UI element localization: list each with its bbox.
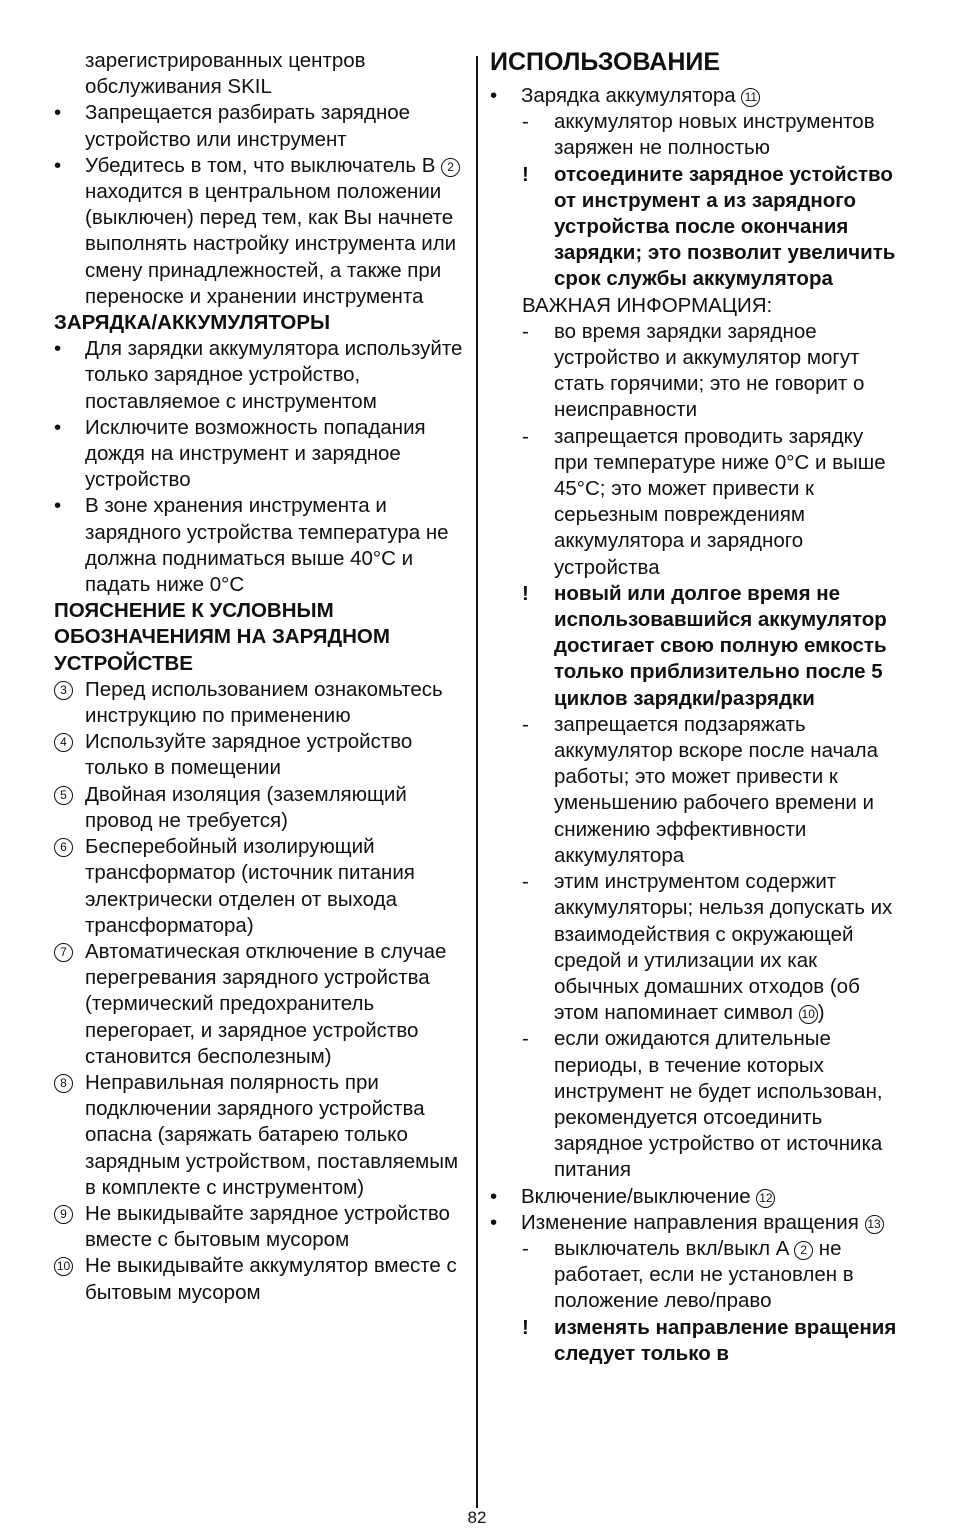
warning-icon: ! <box>522 1315 529 1339</box>
bullet-marker: • <box>490 1184 498 1208</box>
symbol-item: 3 Перед использованием ознакомьтесь инструкцию по применению <box>54 677 466 729</box>
ref-number-icon: 2 <box>794 1241 813 1260</box>
bullet-marker: • <box>54 153 62 177</box>
symbol-item: 8 Неправильная полярность при подключении зарядного устройства опасна (заряжать батарею только зарядным устройством, поставляемым в комплекте с инструментом) <box>54 1070 466 1201</box>
symbol-item: 4 Используйте зарядное устройство только в помещении <box>54 729 466 781</box>
right-column <box>490 48 902 1367</box>
section-heading-usage: ИСПОЛЬЗОВАНИЕ <box>490 48 721 76</box>
bullet-item: • Запрещается разбирать зарядное устройство или инструмент <box>54 101 411 151</box>
bullet-marker: • <box>54 337 62 361</box>
section-heading-symbols: ПОЯСНЕНИЕ К УСЛОВНЫМ ОБОЗНАЧЕНИЯМ НА ЗАРЯДНОМ УСТРОЙСТВЕ <box>54 599 390 675</box>
ref-number-icon: 12 <box>756 1189 775 1208</box>
dash-marker: - <box>522 319 529 343</box>
symbol-item: 6 Бесперебойный изолирующий трансформатор (источник питания электрически отделен от выхода трансформатора) <box>54 834 466 939</box>
intro-continuation: зарегистрированных центров обслуживания SKIL <box>85 49 366 99</box>
bullet-item: • Исключите возможность попадания дождя на инструмент и зарядное устройство <box>54 415 426 492</box>
bullet-item: • В зоне хранения инструмента и зарядного устройства температура не должна подниматься выше 40°C и падать ниже 0°C <box>54 494 449 597</box>
dash-item: - аккумулятор новых инструментов заряжен не полностью <box>522 110 875 160</box>
ref-number-icon: 11 <box>741 88 760 107</box>
warning-item: ! изменять направление вращения следует только в <box>522 1315 897 1365</box>
dash-item: - если ожидаются длительные периоды, в течение которых инструмент не будет использован, рекомендуется отсоединить зарядное устройство от источника питания <box>522 1027 883 1182</box>
symbol-number-icon: 5 <box>54 786 73 805</box>
ref-number-icon: 10 <box>799 1005 818 1024</box>
bullet-marker: • <box>490 84 498 107</box>
important-label: ВАЖНАЯ ИНФОРМАЦИЯ: <box>522 293 773 317</box>
dash-item-direction: - выключатель вкл/выкл A 2 не работает, если не установлен в положение лево/право <box>522 1236 854 1313</box>
ref-number-icon: 13 <box>865 1215 884 1234</box>
page-number: 82 <box>467 1508 487 1527</box>
symbol-number-icon: 8 <box>54 1074 73 1093</box>
dash-marker: - <box>522 424 529 448</box>
dash-marker: - <box>522 1236 529 1260</box>
bullet-item-direction: • Изменение направления вращения 13 <box>490 1210 902 1236</box>
dash-item: - запрещается подзаряжать аккумулятор вскоре после начала работы; это может привести к уменьшению рабочего времени и снижению эффективности аккумулятора <box>522 712 878 867</box>
section-heading-charging: ЗАРЯДКА/АККУМУЛЯТОРЫ <box>54 311 331 335</box>
dash-item-battery: - этим инструментом содержит аккумуляторы; нельзя допускать их взаимодействия с окружающей средой и утилизации их как обычных домашних отходов (об этом напоминает символ 10 ) <box>522 870 893 1025</box>
ref-number-icon: 2 <box>441 158 460 177</box>
dash-marker: - <box>522 110 529 134</box>
warning-icon: ! <box>522 581 529 605</box>
dash-marker: - <box>522 1027 529 1051</box>
bullet-item-charging: • Зарядка аккумулятора 11 <box>490 83 902 109</box>
symbol-number-icon: 7 <box>54 943 73 962</box>
dash-marker: - <box>522 870 529 894</box>
symbol-item: 5 Двойная изоляция (заземляющий провод не требуется) <box>54 782 466 834</box>
warning-item: ! отсоедините зарядное устойство от инструмент а из зарядного устройства после окончания зарядки; это позволит увеличить срок службы аккумулятора <box>522 162 896 291</box>
warning-item: ! новый или долгое время не использовавшийся аккумулятор достигает свою полную емкость только приблизительно после 5 циклов зарядки/разрядки <box>522 581 887 710</box>
dash-marker: - <box>522 712 529 736</box>
bullet-item-switch: • Убедитесь в том, что выключатель B 2 находится в центральном положении (выключен) перед тем, как Вы начнете выполнять настройку инструмента или смену принадлежностей, а также при переноске и хранении инструмента <box>54 153 466 310</box>
left-column <box>54 48 466 1306</box>
symbol-number-icon: 4 <box>54 733 73 752</box>
bullet-marker: • <box>54 494 62 518</box>
dash-item: - запрещается проводить зарядку при температуре ниже 0°C и выше 45°C; это может привести к серьезным повреждениям аккумулятора и зарядного устройства <box>522 424 886 579</box>
symbol-number-icon: 6 <box>54 838 73 857</box>
symbol-number-icon: 9 <box>54 1205 73 1224</box>
bullet-marker: • <box>54 101 62 125</box>
symbol-number-icon: 10 <box>54 1257 73 1276</box>
symbol-number-icon: 3 <box>54 681 73 700</box>
symbol-item: 9 Не выкидывайте зарядное устройство вместе с бытовым мусором <box>54 1201 466 1253</box>
bullet-marker: • <box>54 415 62 439</box>
bullet-item-onoff: • Включение/выключение 12 <box>490 1184 902 1210</box>
symbol-item: 7 Автоматическая отключение в случае перегревания зарядного устройства (термический предохранитель перегорает, и зарядное устройство становится бесполезным) <box>54 939 466 1070</box>
symbol-item: 10 Не выкидывайте аккумулятор вместе с бытовым мусором <box>54 1253 466 1305</box>
warning-icon: ! <box>522 162 529 186</box>
bullet-item: • Для зарядки аккумулятора используйте только зарядное устройство, поставляемое с инструментом <box>54 337 463 413</box>
bullet-marker: • <box>490 1210 498 1234</box>
column-divider <box>476 56 478 1508</box>
dash-item: - во время зарядки зарядное устройство и аккумулятор могут стать горячими; это не говорит о неисправности <box>522 319 865 422</box>
